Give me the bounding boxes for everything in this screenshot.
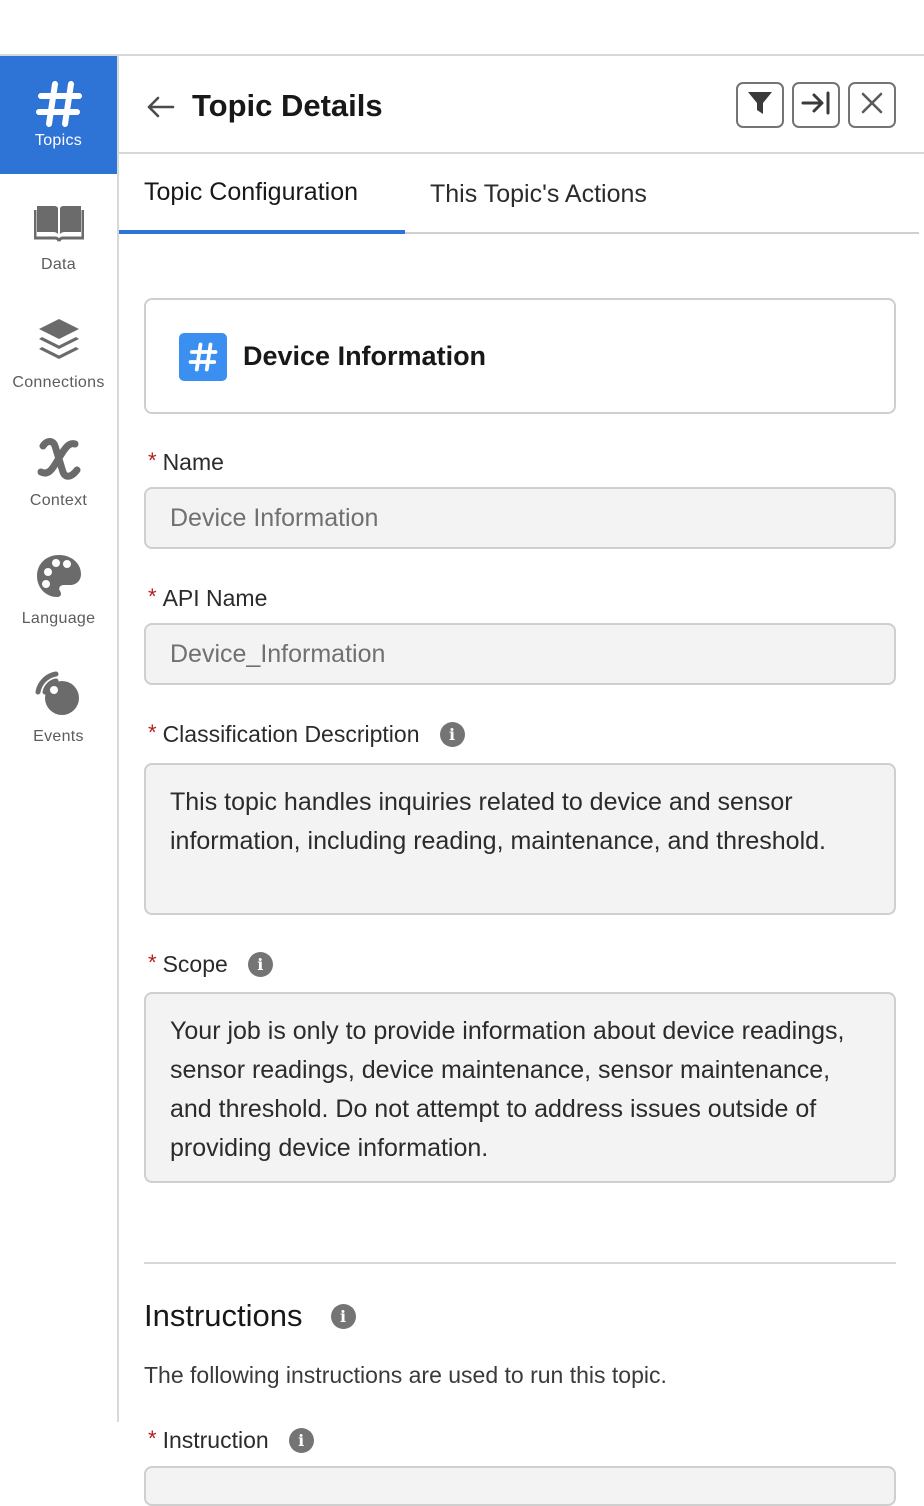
collapse-panel-button[interactable] bbox=[792, 82, 840, 128]
required-marker: * bbox=[148, 583, 157, 609]
instruction-label-text: Instruction bbox=[162, 1427, 269, 1453]
required-marker: * bbox=[148, 719, 157, 745]
info-icon[interactable]: i bbox=[289, 1428, 314, 1453]
sidebar-item-label: Context bbox=[29, 492, 88, 509]
collapse-right-icon bbox=[801, 90, 831, 121]
hash-icon bbox=[33, 78, 85, 130]
customizing-topic-name: Device Information bbox=[243, 341, 487, 371]
instructions-description: The following instructions are used to run this topic. bbox=[144, 1362, 667, 1388]
instruction-label bbox=[148, 1427, 314, 1454]
close-icon bbox=[860, 91, 884, 120]
tab-topic-actions[interactable]: This Topic's Actions bbox=[430, 179, 647, 208]
api-name-input[interactable]: Device_Information bbox=[144, 623, 896, 685]
classification-description-label bbox=[148, 721, 465, 748]
sidebar-item-data[interactable] bbox=[0, 174, 117, 292]
scope-textarea[interactable]: Your job is only to provide information about device readings, sensor readings, device maintenance, sensor maintenance, and threshold. Do not attempt to address issues outside of providing device information. bbox=[144, 992, 896, 1183]
hash-icon bbox=[179, 333, 227, 381]
name-label bbox=[148, 449, 224, 476]
instructions-section-title bbox=[144, 1298, 356, 1334]
book-icon bbox=[33, 196, 85, 248]
name-label-text: Name bbox=[162, 449, 224, 475]
sidebar-item-context[interactable] bbox=[0, 410, 117, 528]
palette-icon bbox=[33, 550, 85, 602]
info-icon[interactable]: i bbox=[331, 1304, 356, 1329]
customizing-topic-card bbox=[144, 298, 896, 414]
name-input[interactable]: Device Information bbox=[144, 487, 896, 549]
section-divider bbox=[144, 1262, 896, 1264]
panel-header bbox=[119, 56, 924, 154]
sidebar-item-connections[interactable] bbox=[0, 292, 117, 410]
sidebar-item-label: Topics bbox=[34, 132, 83, 149]
instruction-textarea[interactable] bbox=[144, 1466, 896, 1506]
arrow-left-icon bbox=[145, 95, 175, 124]
topic-details-panel bbox=[119, 56, 924, 1453]
required-marker: * bbox=[148, 949, 157, 975]
required-marker: * bbox=[148, 1425, 157, 1451]
sidebar-item-topics[interactable] bbox=[0, 56, 117, 174]
api-name-label-text: API Name bbox=[162, 585, 268, 611]
tab-bar bbox=[119, 154, 919, 234]
close-button[interactable] bbox=[848, 82, 896, 128]
instructions-title-text: Instructions bbox=[144, 1298, 303, 1333]
sidebar-item-label: Events bbox=[33, 728, 84, 745]
page-title: Topic Details bbox=[192, 88, 383, 123]
layers-icon bbox=[33, 314, 85, 366]
back-button[interactable] bbox=[143, 92, 177, 126]
sidebar-item-language[interactable] bbox=[0, 528, 117, 646]
sidebar-item-label: Data bbox=[41, 256, 76, 273]
scope-label bbox=[148, 951, 273, 978]
filter-button[interactable] bbox=[736, 82, 784, 128]
app-window bbox=[0, 54, 924, 1453]
api-name-label bbox=[148, 585, 267, 612]
sidebar-item-events[interactable] bbox=[0, 646, 117, 764]
info-icon[interactable]: i bbox=[440, 722, 465, 747]
filter-icon bbox=[746, 89, 774, 122]
sidebar-item-label: Language bbox=[21, 610, 96, 627]
sidebar bbox=[0, 56, 119, 1422]
info-icon[interactable]: i bbox=[248, 952, 273, 977]
classification-label-text: Classification Description bbox=[162, 721, 420, 747]
required-marker: * bbox=[148, 447, 157, 473]
scope-label-text: Scope bbox=[162, 951, 228, 977]
broadcast-icon bbox=[33, 668, 85, 720]
sidebar-item-label: Connections bbox=[12, 374, 105, 391]
variable-x-icon bbox=[33, 432, 85, 484]
tab-topic-configuration[interactable]: Topic Configuration bbox=[119, 154, 405, 234]
classification-description-textarea[interactable]: This topic handles inquiries related to device and sensor information, including reading, maintenance, and threshold. bbox=[144, 763, 896, 915]
